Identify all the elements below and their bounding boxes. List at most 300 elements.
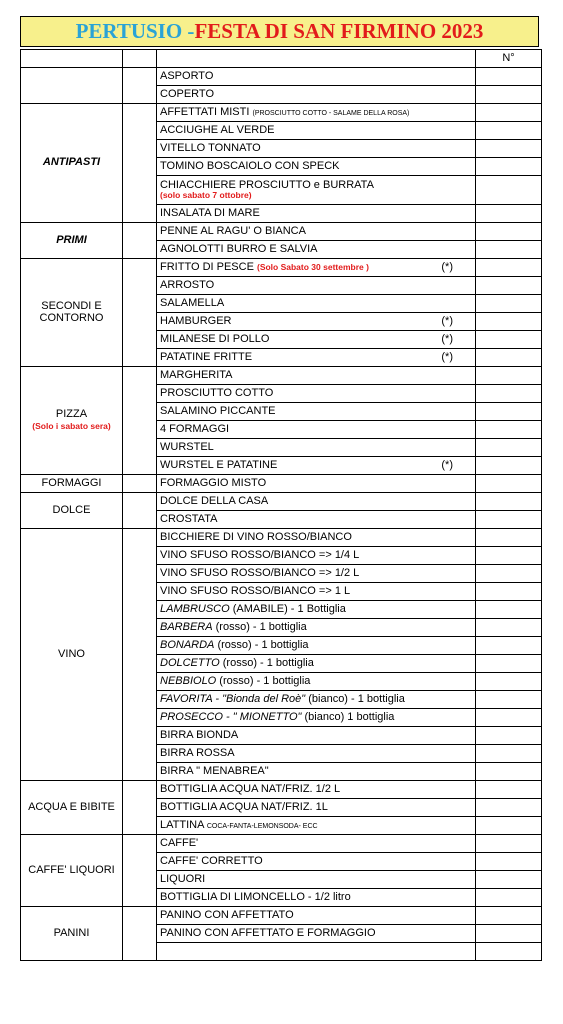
menu-item [157, 565, 476, 583]
menu-item-text [160, 766, 269, 778]
menu-item-label: FRITTO DI PESCE [160, 260, 254, 273]
quantity-cell[interactable] [476, 871, 542, 889]
menu-item-name: FAVORITA - "Bionda del Roè" [160, 692, 306, 705]
menu-item-label: ARROSTO [160, 278, 215, 291]
menu-item-text [160, 622, 307, 634]
menu-item-label: BIRRA BIONDA [160, 728, 239, 741]
menu-item-line [160, 532, 473, 544]
menu-item-text [160, 161, 340, 173]
menu-item-line [160, 514, 473, 526]
menu-item-text [160, 604, 346, 616]
quantity-cell[interactable] [476, 673, 542, 691]
menu-item [157, 475, 476, 493]
menu-item-line [160, 550, 473, 562]
blank-cell [123, 781, 157, 835]
menu-item-note: COCA-FANTA-LEMONSODA- ECC [206, 822, 318, 830]
menu-item-label: INSALATA DI MARE [160, 206, 260, 219]
menu-item-line [160, 676, 473, 688]
menu-item-text [160, 514, 217, 526]
menu-item-text [160, 388, 273, 400]
blank-cell [123, 223, 157, 259]
category-cell [21, 475, 123, 493]
menu-item-line [160, 406, 473, 418]
order-table [20, 49, 542, 961]
category-label: SECONDI E CONTORNO [39, 299, 104, 324]
menu-item-line [160, 838, 473, 850]
menu-item-text [160, 442, 214, 454]
menu-item-text [160, 568, 359, 580]
menu-item-detail: (AMABILE) - 1 Bottiglia [229, 602, 346, 615]
menu-item-label: BOTTIGLIA DI LIMONCELLO - 1/2 litro [160, 890, 351, 903]
menu-item-label: CAFFE' CORRETTO [160, 854, 263, 867]
menu-item [157, 781, 476, 799]
quantity-cell[interactable] [476, 313, 542, 331]
table-row [21, 529, 542, 547]
menu-item [157, 439, 476, 457]
quantity-cell[interactable] [476, 295, 542, 313]
quantity-cell[interactable] [476, 601, 542, 619]
menu-item [157, 907, 476, 925]
menu-item [157, 68, 476, 86]
menu-item-line [160, 370, 473, 382]
menu-item-line [160, 226, 473, 238]
menu-item-text [160, 550, 359, 562]
menu-item [157, 655, 476, 673]
menu-item-line [160, 496, 473, 508]
quantity-cell[interactable] [476, 421, 542, 439]
menu-item-name: DOLCETTO [160, 656, 220, 669]
quantity-cell[interactable] [476, 907, 542, 925]
menu-item-line [160, 694, 473, 706]
menu-item [157, 871, 476, 889]
quantity-cell[interactable] [476, 637, 542, 655]
menu-item-text [160, 298, 224, 310]
menu-item [157, 529, 476, 547]
menu-item-label: MILANESE DI POLLO [160, 332, 270, 345]
menu-item-name: LAMBRUSCO [160, 602, 230, 615]
menu-item [157, 691, 476, 709]
menu-item-text [160, 406, 276, 418]
table-header-row [21, 50, 542, 68]
menu-item [157, 295, 476, 313]
menu-item [157, 367, 476, 385]
menu-item-text [160, 143, 261, 155]
quantity-cell[interactable] [476, 817, 542, 835]
menu-item-line [160, 568, 473, 580]
quantity-cell[interactable] [476, 745, 542, 763]
menu-item-label: CROSTATA [160, 512, 218, 525]
menu-item-detail: (rosso) - 1 bottiglia [219, 656, 314, 669]
menu-item-line [160, 125, 473, 137]
menu-item [157, 673, 476, 691]
category-cell [21, 835, 123, 907]
menu-item [157, 889, 476, 907]
menu-item-label: WURSTEL [160, 440, 214, 453]
menu-item-text [160, 316, 232, 328]
asterisk-mark: (*) [441, 314, 453, 327]
menu-item [157, 158, 476, 176]
menu-item-label: LIQUORI [160, 872, 206, 885]
quantity-cell[interactable] [476, 439, 542, 457]
menu-item [157, 241, 476, 259]
table-row [21, 475, 542, 493]
menu-item [157, 583, 476, 601]
quantity-cell[interactable] [476, 583, 542, 601]
menu-item [157, 259, 476, 277]
category-cell [21, 493, 123, 529]
quantity-cell[interactable] [476, 763, 542, 781]
quantity-cell[interactable] [476, 925, 542, 943]
menu-item-label: PROSCIUTTO COTTO [160, 386, 274, 399]
quantity-cell[interactable] [476, 511, 542, 529]
menu-item-line [160, 442, 473, 454]
category-cell [21, 259, 123, 367]
menu-item [157, 457, 476, 475]
menu-item-line [160, 748, 473, 760]
menu-item-line [160, 856, 473, 868]
menu-item-line [160, 658, 473, 670]
menu-item-text [160, 658, 314, 670]
category-label: ANTIPASTI [42, 156, 101, 169]
menu-item-label: VINO SFUSO ROSSO/BIANCO => 1 L [160, 584, 351, 597]
quantity-cell[interactable] [476, 619, 542, 637]
menu-item [157, 925, 476, 943]
menu-item [157, 727, 476, 745]
menu-item-name: BONARDA [160, 638, 215, 651]
menu-item-line [160, 874, 473, 886]
menu-item-label: FORMAGGIO MISTO [160, 476, 267, 489]
menu-item-text [160, 478, 266, 490]
menu-item-text [160, 208, 260, 220]
blank-cell [123, 104, 157, 223]
menu-item-label: HAMBURGER [160, 314, 232, 327]
menu-item-text [160, 532, 352, 544]
menu-item-text [160, 676, 310, 688]
menu-item [157, 86, 476, 104]
menu-item-text [160, 107, 409, 119]
quantity-cell[interactable] [476, 835, 542, 853]
quantity-cell[interactable] [476, 241, 542, 259]
menu-item-text [160, 748, 235, 760]
category-cell [21, 529, 123, 781]
menu-item-line [160, 640, 473, 652]
blank-cell [123, 259, 157, 367]
quantity-cell[interactable] [476, 140, 542, 158]
blank-cell [123, 529, 157, 781]
menu-item-label: PANINO CON AFFETTATO [160, 908, 294, 921]
menu-item-text [160, 928, 376, 940]
menu-item-line [160, 71, 473, 83]
quantity-cell[interactable] [476, 493, 542, 511]
quantity-cell[interactable] [476, 223, 542, 241]
quantity-cell[interactable] [476, 158, 542, 176]
menu-item-label: WURSTEL E PATATINE [160, 458, 278, 471]
menu-item [157, 493, 476, 511]
category-label: PANINI [53, 926, 90, 939]
table-row [21, 781, 542, 799]
header-blank-cell [123, 50, 157, 68]
quantity-cell[interactable] [476, 889, 542, 907]
menu-item-line [160, 478, 473, 490]
menu-item-label: PATATINE FRITTE [160, 350, 253, 363]
header-number-label: N° [476, 50, 542, 68]
menu-item-label: CAFFE' [160, 836, 199, 849]
menu-item-label: ACCIUGHE AL VERDE [160, 123, 275, 136]
menu-item-line [160, 388, 473, 400]
menu-item-text [160, 280, 214, 292]
menu-item [157, 277, 476, 295]
quantity-cell[interactable] [476, 104, 542, 122]
menu-item-label: MARGHERITA [160, 368, 233, 381]
menu-item-detail: (rosso) - 1 bottiglia [212, 620, 307, 633]
table-row [21, 223, 542, 241]
asterisk-mark: (*) [441, 350, 453, 363]
menu-item-text [160, 262, 369, 274]
menu-item-line [160, 730, 473, 742]
menu-item-text [160, 352, 252, 364]
menu-item [157, 140, 476, 158]
quantity-cell[interactable] [476, 691, 542, 709]
menu-item-restriction: (solo sabato 7 ottobre) [160, 190, 252, 201]
header-category-cell [21, 50, 123, 68]
category-label: ACQUA E BIBITE [28, 800, 115, 813]
menu-item-name: BARBERA [160, 620, 213, 633]
menu-item-label: COPERTO [160, 87, 214, 100]
menu-item-detail: (bianco) - 1 bottiglia [305, 692, 405, 705]
menu-item-label: SALAMELLA [160, 296, 225, 309]
quantity-cell[interactable] [476, 727, 542, 745]
menu-item-line [160, 298, 473, 310]
menu-item-line [160, 802, 473, 814]
quantity-cell[interactable] [476, 457, 542, 475]
category-cell [21, 223, 123, 259]
menu-item [157, 763, 476, 781]
menu-item-line [160, 352, 473, 364]
menu-item-label: SALAMINO PICCANTE [160, 404, 276, 417]
menu-item-detail: (bianco) 1 bottiglia [301, 710, 395, 723]
menu-item [157, 853, 476, 871]
menu-item-detail: (rosso) - 1 bottiglia [214, 638, 309, 651]
order-table-body [21, 50, 542, 961]
menu-item-text [160, 226, 306, 238]
menu-item [157, 349, 476, 367]
menu-item-text [160, 89, 214, 101]
quantity-cell[interactable] [476, 68, 542, 86]
quantity-cell[interactable] [476, 799, 542, 817]
menu-sheet [20, 16, 541, 1000]
menu-item-restriction: (Solo Sabato 30 settembre ) [256, 261, 369, 272]
menu-item-line [160, 244, 473, 256]
asterisk-mark: (*) [441, 260, 453, 273]
menu-item [157, 799, 476, 817]
quantity-cell[interactable] [476, 367, 542, 385]
menu-item-label: CHIACCHIERE PROSCIUTTO e BURRATA [160, 178, 374, 191]
menu-item [157, 637, 476, 655]
category-label: VINO [58, 647, 85, 660]
menu-item-line [160, 143, 473, 155]
blank-cell [123, 835, 157, 907]
menu-item [157, 385, 476, 403]
quantity-cell[interactable] [476, 655, 542, 673]
blank-cell [123, 68, 157, 104]
category-label: DOLCE [52, 503, 91, 516]
quantity-cell[interactable] [476, 565, 542, 583]
menu-item [157, 835, 476, 853]
menu-item-label: DOLCE DELLA CASA [160, 494, 269, 507]
blank-cell [123, 475, 157, 493]
quantity-cell[interactable] [476, 122, 542, 140]
menu-item [157, 403, 476, 421]
menu-item [157, 709, 476, 727]
quantity-cell[interactable] [476, 781, 542, 799]
category-label: FORMAGGI [41, 476, 102, 489]
menu-item-line [160, 334, 473, 346]
menu-item-text [160, 496, 268, 508]
menu-item-label: TOMINO BOSCAIOLO CON SPECK [160, 159, 340, 172]
menu-item-note: (PROSCIUTTO COTTO - SALAME DELLA ROSA) [252, 109, 410, 117]
menu-item-text [160, 892, 351, 904]
menu-item-line [160, 262, 473, 274]
quantity-cell[interactable] [476, 529, 542, 547]
menu-item [157, 817, 476, 835]
quantity-cell[interactable] [476, 277, 542, 295]
menu-item-text [160, 71, 213, 83]
menu-item-line [160, 424, 473, 436]
menu-item-line [160, 712, 473, 724]
menu-item-line [160, 89, 473, 101]
menu-item-name: NEBBIOLO [160, 674, 217, 687]
quantity-cell[interactable] [476, 176, 542, 205]
menu-item-label: LATTINA [160, 818, 204, 831]
menu-item-label: AFFETTATI MISTI [160, 105, 250, 118]
menu-item [157, 421, 476, 439]
category-label: PRIMI [56, 233, 87, 246]
category-cell [21, 781, 123, 835]
menu-item-line [160, 161, 473, 173]
quantity-cell[interactable] [476, 853, 542, 871]
title-location: PERTUSIO - [75, 19, 195, 43]
menu-item-line [160, 892, 473, 904]
menu-item [157, 176, 476, 205]
table-row [21, 835, 542, 853]
menu-item-line [160, 766, 473, 778]
quantity-cell[interactable] [476, 259, 542, 277]
menu-item [157, 511, 476, 529]
menu-item-line [160, 604, 473, 616]
menu-item [157, 313, 476, 331]
menu-item-text [160, 694, 405, 706]
menu-item-text [160, 586, 350, 598]
menu-item-label: PENNE AL RAGU' O BIANCA [160, 224, 306, 237]
quantity-cell[interactable] [476, 547, 542, 565]
page-title [20, 16, 539, 47]
quantity-cell[interactable] [476, 349, 542, 367]
menu-item-label: BICCHIERE DI VINO ROSSO/BIANCO [160, 530, 352, 543]
table-row [21, 367, 542, 385]
menu-item-text [160, 730, 238, 742]
menu-item [157, 205, 476, 223]
asterisk-mark: (*) [441, 458, 453, 471]
menu-item [157, 547, 476, 565]
menu-item-text [160, 460, 277, 472]
category-cell [21, 104, 123, 223]
quantity-cell[interactable] [476, 385, 542, 403]
menu-item-text [160, 784, 340, 796]
menu-item-line [160, 910, 473, 922]
menu-item [157, 943, 476, 961]
quantity-cell[interactable] [476, 331, 542, 349]
menu-item [157, 619, 476, 637]
table-row [21, 259, 542, 277]
menu-item-text [160, 838, 198, 850]
menu-item [157, 104, 476, 122]
menu-item-line [160, 460, 473, 472]
table-row [21, 104, 542, 122]
title-event: FESTA DI SAN FIRMINO 2023 [194, 19, 484, 43]
quantity-cell[interactable] [476, 403, 542, 421]
menu-item-label: VINO SFUSO ROSSO/BIANCO => 1/4 L [160, 548, 360, 561]
category-note: (Solo i sabato sera) [32, 420, 111, 431]
table-row [21, 68, 542, 86]
menu-item-label: VINO SFUSO ROSSO/BIANCO => 1/2 L [160, 566, 360, 579]
menu-item-text [160, 820, 318, 832]
category-label: CAFFE' LIQUORI [28, 863, 115, 876]
menu-item-line [160, 316, 473, 328]
menu-item [157, 745, 476, 763]
asterisk-mark: (*) [441, 332, 453, 345]
menu-item-text [160, 874, 205, 886]
menu-item-line [160, 107, 473, 119]
menu-item [157, 331, 476, 349]
menu-item-label: AGNOLOTTI BURRO E SALVIA [160, 242, 318, 255]
menu-item-line [160, 784, 473, 796]
menu-item-text [160, 370, 233, 382]
menu-item-text [160, 244, 318, 256]
quantity-cell[interactable] [476, 475, 542, 493]
menu-item [157, 223, 476, 241]
blank-cell [123, 907, 157, 961]
quantity-cell[interactable] [476, 943, 542, 961]
table-row [21, 493, 542, 511]
menu-item-label: BIRRA " MENABREA" [160, 764, 269, 777]
menu-item-name: PROSECCO - " MIONETTO" [160, 710, 302, 723]
category-label: PIZZA [55, 407, 88, 420]
menu-item-text [160, 802, 328, 814]
menu-item-text [160, 856, 263, 868]
menu-item-detail: (rosso) - 1 bottiglia [216, 674, 311, 687]
menu-item-text [160, 910, 294, 922]
menu-item-text [160, 424, 229, 436]
quantity-cell[interactable] [476, 709, 542, 727]
menu-item-label: BOTTIGLIA ACQUA NAT/FRIZ. 1L [160, 800, 328, 813]
menu-item-line [160, 928, 473, 940]
category-cell [21, 68, 123, 104]
menu-item-text [160, 640, 309, 652]
blank-cell [123, 493, 157, 529]
category-cell [21, 907, 123, 961]
menu-item-text [160, 712, 394, 724]
quantity-cell[interactable] [476, 86, 542, 104]
menu-item [157, 122, 476, 140]
blank-cell [123, 367, 157, 475]
menu-item-label: 4 FORMAGGI [160, 422, 230, 435]
quantity-cell[interactable] [476, 205, 542, 223]
menu-item-line [160, 622, 473, 634]
menu-item-label: ASPORTO [160, 69, 214, 82]
menu-item-label: PANINO CON AFFETTATO E FORMAGGIO [160, 926, 376, 939]
menu-item [157, 601, 476, 619]
menu-item-line [160, 208, 473, 220]
